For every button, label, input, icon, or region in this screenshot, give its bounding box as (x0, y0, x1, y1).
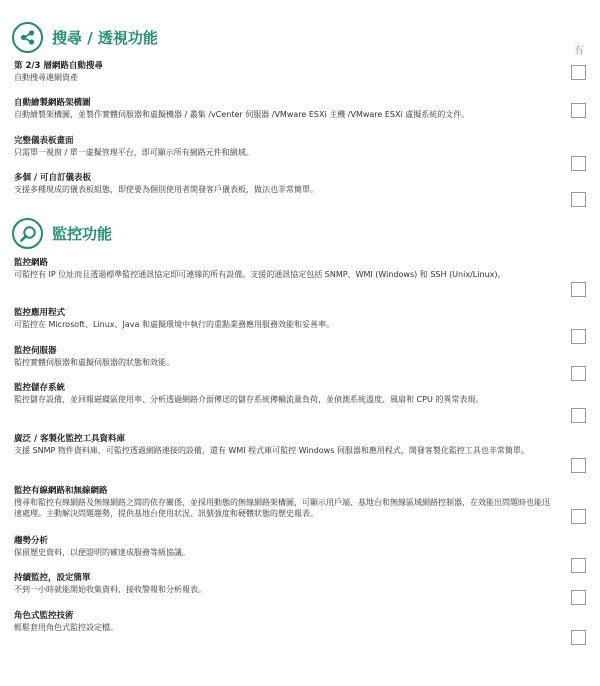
feature-item (14, 307, 554, 330)
column-header: 有 (574, 46, 584, 57)
checkbox[interactable] (571, 630, 586, 645)
feature-title: 監控儲存系統 (14, 383, 66, 393)
feature-item (14, 60, 554, 83)
feature-item (14, 135, 554, 158)
feature-description: 輕鬆套用角色式監控設定檔。 (14, 623, 118, 632)
feature-title: 監控網路 (14, 258, 49, 268)
feature-description: 保留歷史資料，以便證明的確達成服務等級協議。 (14, 548, 190, 557)
checkbox[interactable] (571, 590, 586, 605)
checkbox[interactable] (571, 329, 586, 344)
checkbox[interactable] (571, 192, 586, 207)
checkbox[interactable] (571, 103, 586, 118)
feature-item (14, 535, 554, 558)
feature-title: 監控伺服器 (14, 346, 57, 356)
section-title: 監控功能 (52, 225, 113, 243)
feature-item (14, 97, 554, 120)
feature-title: 第 2/3 層網路自動搜尋 (14, 61, 103, 71)
feature-item (14, 172, 554, 195)
feature-item (14, 257, 554, 280)
feature-title: 多個 / 可自訂儀表板 (14, 173, 92, 183)
checkbox[interactable] (571, 509, 586, 524)
feature-item (14, 610, 554, 633)
feature-title: 角色式監控技術 (14, 611, 74, 621)
feature-description: 監控實體伺服器和虛擬伺服器的狀態和效能。 (14, 358, 174, 367)
feature-description: 自動搜尋連網資產 (14, 73, 78, 82)
checkbox[interactable] (571, 366, 586, 381)
section-header-search (12, 22, 158, 53)
feature-title: 持續監控，設定簡單 (14, 573, 91, 583)
feature-title: 監控應用程式 (14, 308, 66, 318)
feature-description: 支援 SNMP 物件資料庫，可監控透過網路連接的設備，還有 WMI 程式庫可監控 Windows 伺服器和應用程式，開發客製化監控工具也非常簡單。 (14, 446, 529, 455)
feature-description: 不到一小時就能開始收集資料，接收警報和分析報表。 (14, 585, 206, 594)
checkbox[interactable] (571, 408, 586, 423)
section-title: 搜尋 / 透視功能 (52, 29, 158, 47)
share-icon (12, 22, 43, 53)
feature-title: 趨勢分析 (14, 536, 49, 546)
feature-item (14, 572, 554, 595)
checkbox[interactable] (571, 65, 586, 80)
feature-item (14, 345, 554, 368)
feature-description: 可監控有 IP 位址而且透過標準監控通訊協定即可連線的所有設備。支援的通訊協定包括 SNMP、WMI (Windows) 和 SSH (Unix/Linux)。 (14, 270, 506, 279)
feature-description: 監控儲存設備，並回報磁碟區使用率、分析透過網路介面傳送的儲存系統傳輸流量負荷，並偵測系統溫度、風扇和 CPU 的異常表現。 (14, 395, 484, 404)
feature-description: 可監控在 Microsoft、Linux、Java 和虛擬環境中執行的重點業務應用服務效能和妥善率。 (14, 320, 334, 329)
feature-description: 自動繪製架構圖，並製作實體伺服器和虛擬機器 / 叢集 /vCenter 伺服器 /VMware ESXi 主機 /VMware ESXi 虛擬系統的文件。 (14, 110, 470, 119)
feature-title: 監控有線網路和無線網路 (14, 486, 108, 496)
feature-description: 只需單一視窗 / 單一虛擬管理平台，即可顯示所有網路元件和網域。 (14, 148, 254, 157)
checkbox[interactable] (571, 458, 586, 473)
feature-item (14, 485, 554, 519)
checkbox[interactable] (571, 558, 586, 573)
feature-title: 自動繪製網路架構圖 (14, 98, 91, 108)
feature-title: 廣泛 / 客製化監控工具資料庫 (14, 434, 126, 444)
section-header-monitoring (12, 218, 112, 249)
feature-description: 支援多種現成的儀表板組態，即使要為個別使用者開發客戶儀表板，做法也非常簡單。 (14, 185, 318, 194)
feature-description: 搜尋和監控有線網路及無線網路之間的依存關係，並採用動態的無線網路架構圖，可顯示用戶端、基地台和無線區域網路控制器，在效能出問題時也能迅速處理。主動解決問題趨勢，提供基地台使用狀況、訊號強度和硬體狀態的歷史報表。 (14, 498, 550, 518)
checkbox[interactable] (571, 156, 586, 171)
feature-item (14, 433, 554, 456)
feature-item (14, 382, 554, 405)
feature-title: 完整儀表板畫面 (14, 136, 74, 146)
checkbox[interactable] (571, 282, 586, 297)
magnifier-icon (12, 218, 43, 249)
